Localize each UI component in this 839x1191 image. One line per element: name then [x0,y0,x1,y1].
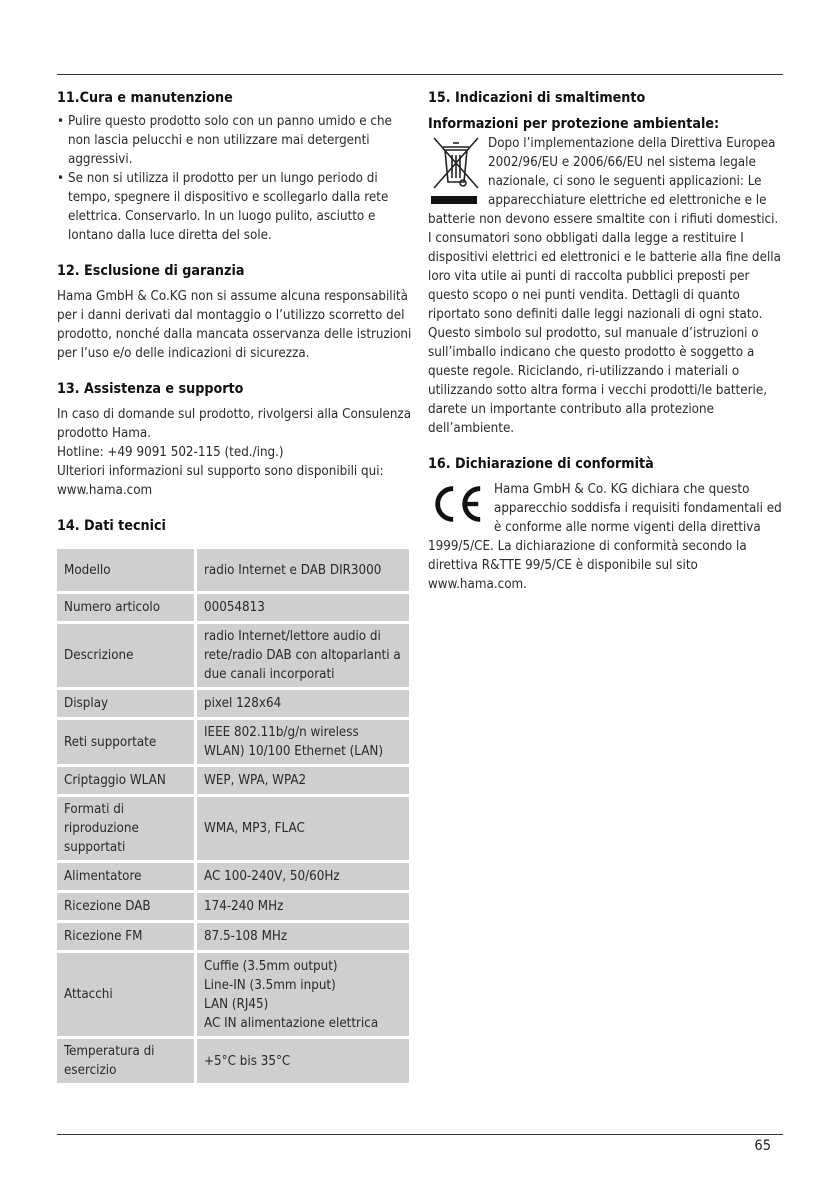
section-specs [57,516,412,1086]
support-more-info: Ulteriori informazioni sul supporto sono disponibili qui: www.hama.com [57,464,384,498]
section-care [57,88,412,245]
section-support-title: 13. Assistenza e supporto [57,381,244,397]
care-bullet: • Pulire questo prodotto solo con un panno umido e che non lascia pelucchi e non utilizzare mai detergenti aggressivi. [57,112,412,169]
spec-value: AC 100-240V, 50/60Hz [197,863,409,890]
section-disposal [428,88,783,438]
section-warranty-title: 12. Esclusione di garanzia [57,263,245,279]
table-row [57,549,409,591]
spec-key: Display [57,690,194,717]
page-number: 65 [754,1138,771,1154]
spec-key: Numero articolo [57,594,194,621]
spec-key: Temperatura di esercizio [57,1039,194,1083]
care-bullet: • Se non si utilizza il prodotto per un lungo periodo di tempo, spegnere il dispositivo e scollegarlo dalla rete elettrica. Conservarlo. In un luogo pulito, asciutto e lontano dalla luce diretta del sole. [57,169,412,245]
table-row [57,863,409,890]
support-text: In caso di domande sul prodotto, rivolgersi alla Consulenza prodotto Hama. [57,407,412,441]
section-warranty [57,261,412,363]
spec-key: Ricezione FM [57,923,194,950]
disposal-text: Dopo l’implementazione della Direttiva Europea 2002/96/EU e 2006/66/EU nel sistema legale nazionale, ci sono le seguenti applicazioni: Le apparecchiature elettriche ed elettroniche e le batterie non devono essere smaltite con i rifiuti domestici. I consumatori sono obbligati dalla legge a restituire I dispositivi elettrici ed elettronici e le batterie alla fine della loro vita utile ai punti di raccolta pubblici preposti per questo scopo o nei punti vendita. Dettagli di quanto riportato sono definiti dalle leggi nazionali di ogni stato. Questo simbolo sul prodotto, sul manuale d’istruzioni o sull’imballo indicano che questo prodotto è soggetto a queste regole. Riciclando, ri-utilizzando i materiali o utilizzando sotto altra forma i vecchi prodotti/le batterie, darete un importante contributo alla protezione dell’ambiente. [428,136,781,436]
table-row [57,720,409,764]
section-specs-title: 14. Dati tecnici [57,518,166,534]
table-row [57,624,409,687]
spec-key: Reti supportate [57,720,194,764]
spec-value: radio Internet/lettore audio di rete/radio DAB con altoparlanti a due canali incorporati [197,624,409,687]
conformity-body [428,480,783,594]
table-row [57,953,409,1036]
bottom-rule [57,1134,783,1135]
table-row [57,767,409,794]
section-conformity [428,454,783,594]
spec-key: Alimentatore [57,863,194,890]
spec-key: Modello [57,549,194,591]
spec-key: Attacchi [57,953,194,1036]
care-list [57,112,412,245]
spec-key: Formati di riproduzione supportati [57,797,194,860]
spec-key: Criptaggio WLAN [57,767,194,794]
spec-value: 174-240 MHz [197,893,409,920]
spec-value: pixel 128x64 [197,690,409,717]
spec-value: WMA, MP3, FLAC [197,797,409,860]
table-row [57,893,409,920]
spec-value: radio Internet e DAB DIR3000 [197,549,409,591]
table-row [57,797,409,860]
table-row [57,690,409,717]
disposal-body [428,134,783,438]
top-rule [57,74,783,75]
conformity-text: Hama GmbH & Co. KG dichiara che questo apparecchio soddisfa i requisiti fondamentali ed è conforme alle norme vigenti della direttiva 1999/5/CE. La dichiarazione di conformità secondo la direttiva R&TTE 99/5/CE è disponibile sul sito www.hama.com. [428,482,782,592]
table-row [57,594,409,621]
ce-mark-icon [428,484,486,524]
spec-value: Cuffie (3.5mm output) Line-IN (3.5mm input) LAN (RJ45) AC IN alimentazione elettrica [197,953,409,1036]
spec-value: +5°C bis 35°C [197,1039,409,1083]
spec-value: 87.5-108 MHz [197,923,409,950]
section-care-title: 11.Cura e manutenzione [57,90,233,106]
spec-key: Ricezione DAB [57,893,194,920]
left-column [57,88,412,1100]
specs-table [54,546,412,1086]
right-column [428,88,783,608]
disposal-subtitle: Informazioni per protezione ambientale: [428,116,720,132]
spec-key: Descrizione [57,624,194,687]
table-row [57,1039,409,1083]
warranty-text: Hama GmbH & Co.KG non si assume alcuna responsabilità per i danni derivati dal montaggio o l’utilizzo scorretto del prodotto, nonché dalla mancata osservanza delle istruzioni per l’uso e/o delle indicazioni di sicurezza. [57,289,412,361]
section-conformity-title: 16. Dichiarazione di conformità [428,456,654,472]
table-row [57,923,409,950]
spec-value: IEEE 802.11b/g/n wireless WLAN) 10/100 Ethernet (LAN) [197,720,409,764]
section-disposal-title: 15. Indicazioni di smaltimento [428,90,646,106]
spec-value: 00054813 [197,594,409,621]
support-hotline: Hotline: +49 9091 502-115 (ted./ing.) [57,445,284,460]
spec-value: WEP, WPA, WPA2 [197,767,409,794]
crossed-bin-icon [428,134,482,206]
section-support [57,379,412,500]
